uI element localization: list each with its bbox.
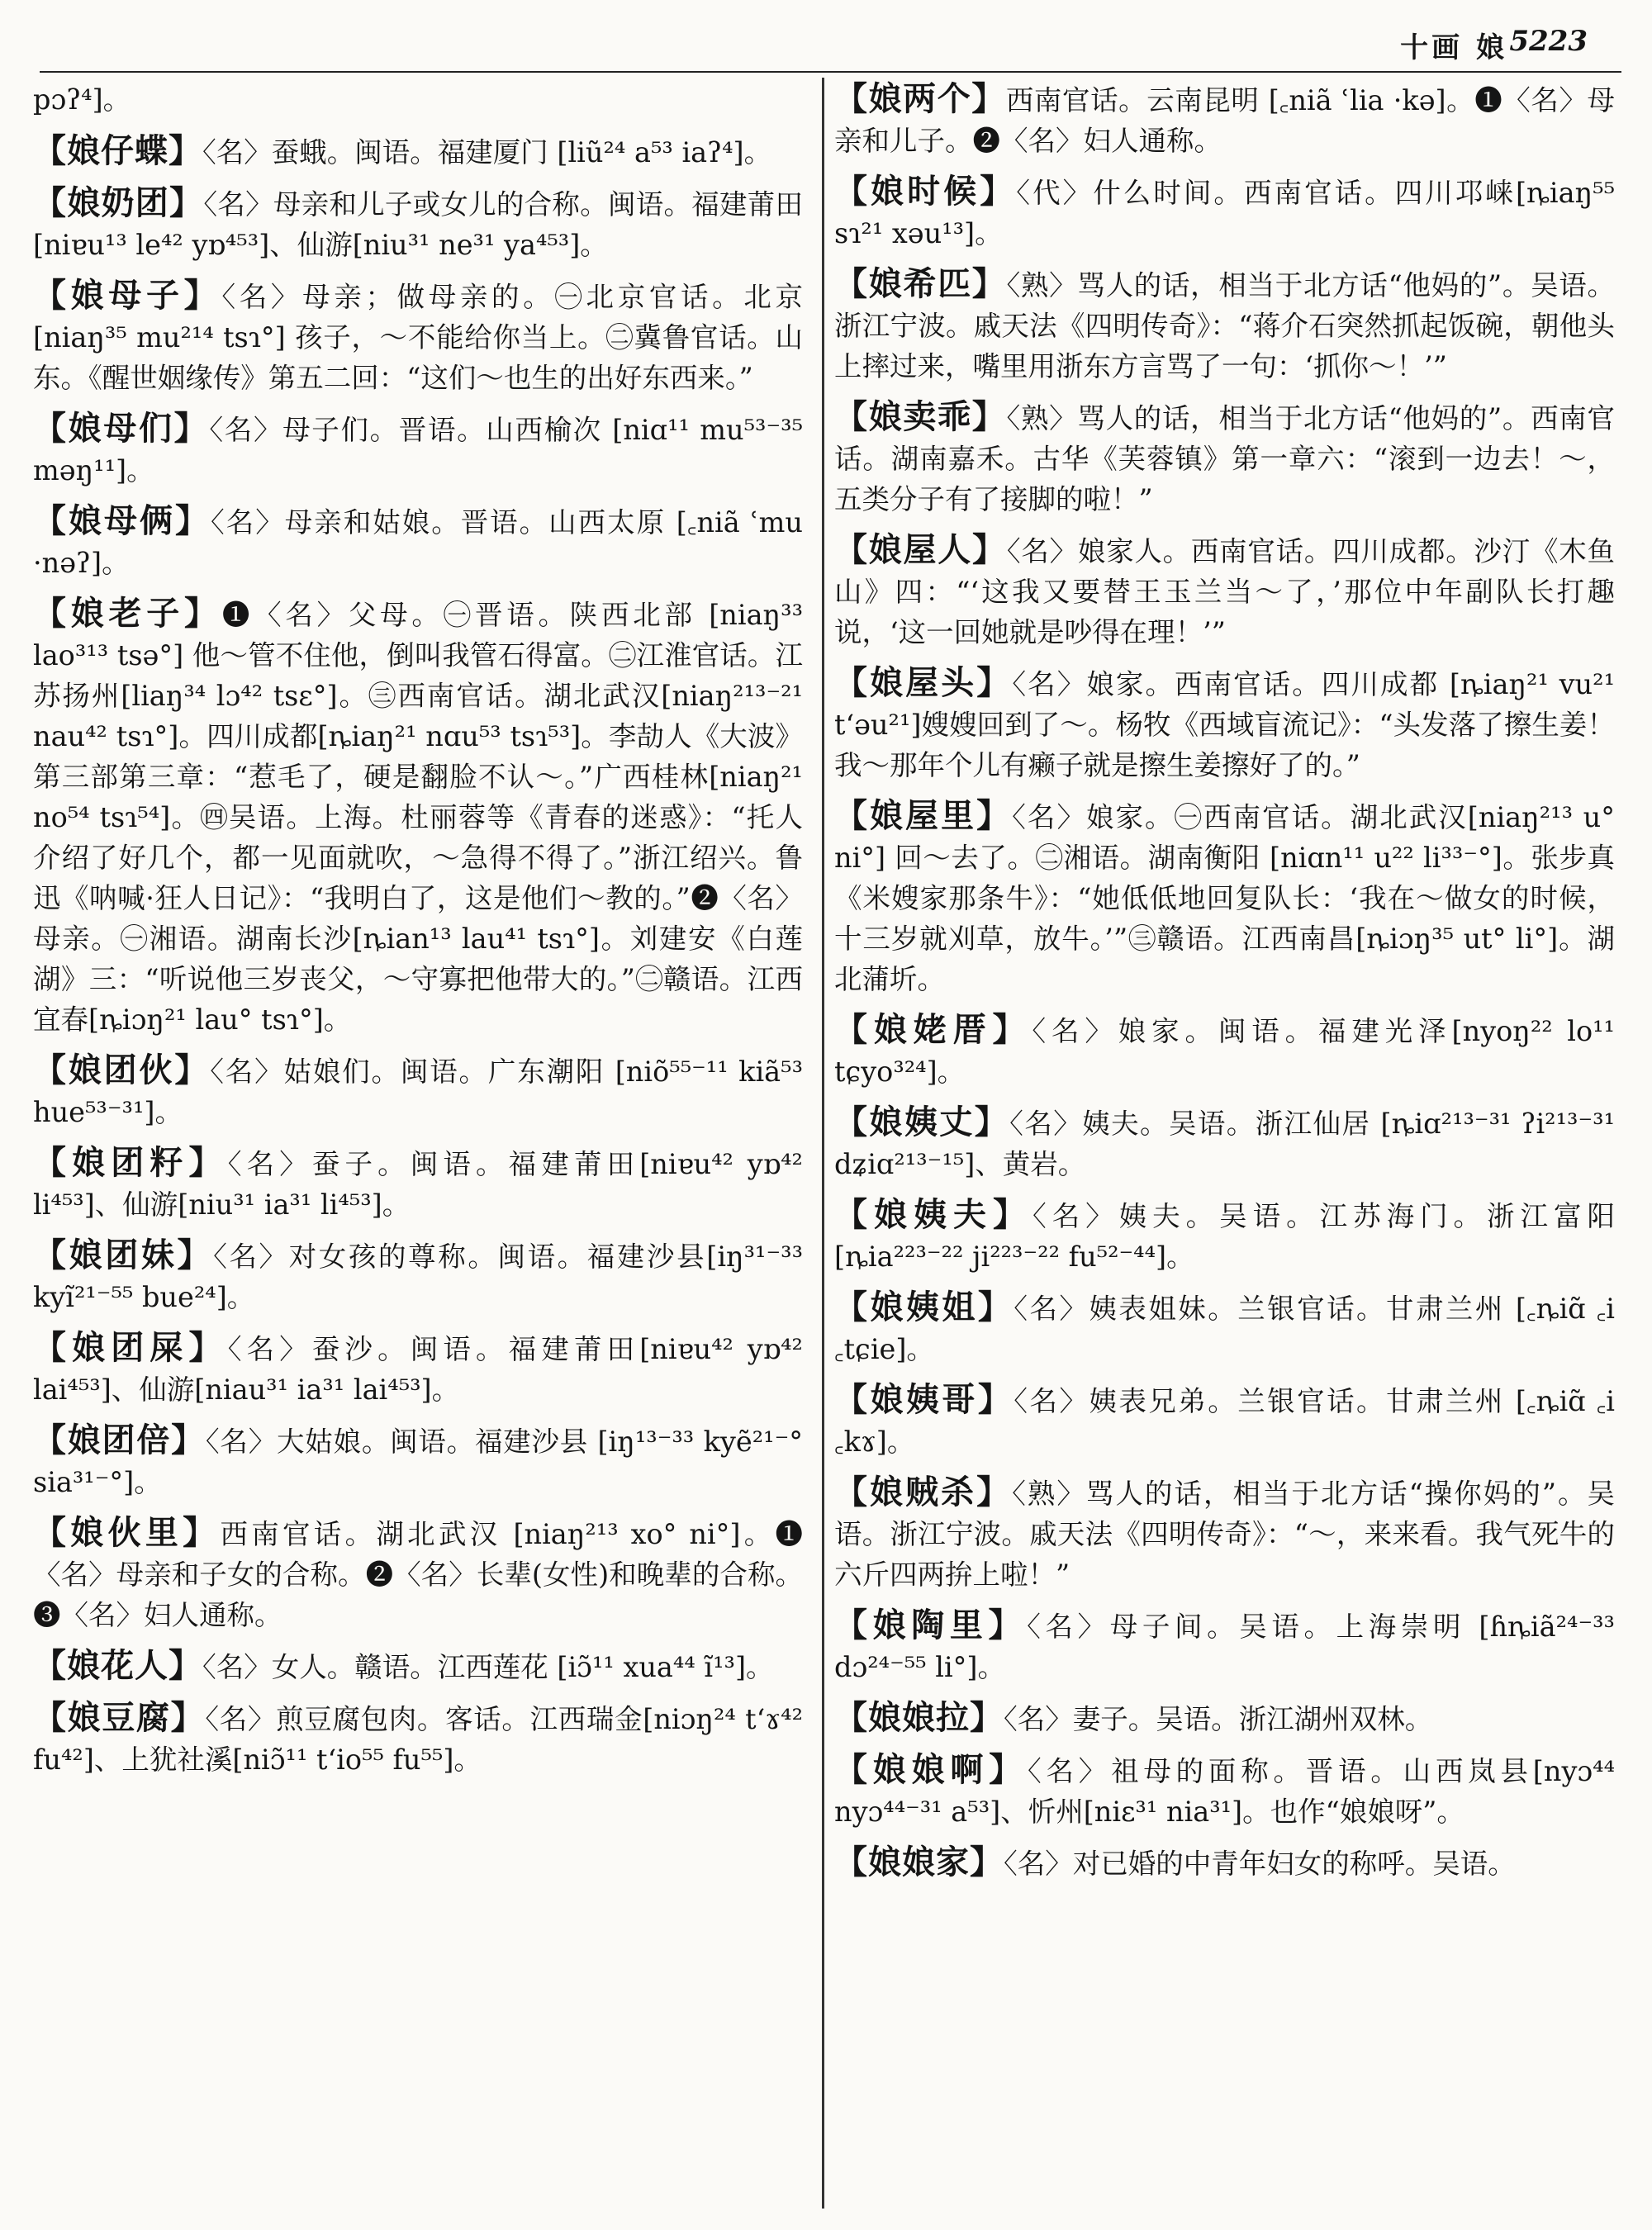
entry-text: 〈名〉蚕沙。闽语。福建莆田[niɐu⁴² yɒ⁴² lai⁴⁵³]、仙游[niau³¹ ia³¹ lai⁴⁵³]。 bbox=[33, 1333, 803, 1406]
dictionary-entry bbox=[33, 183, 803, 265]
dictionary-entry bbox=[834, 796, 1615, 999]
entry-headword: 【娘伙里】 bbox=[33, 1514, 221, 1552]
entry-headword: 【娘屋头】 bbox=[834, 664, 1013, 702]
page-number: 5223 bbox=[1509, 25, 1588, 58]
entry-headword: 【娘团屎】 bbox=[33, 1329, 228, 1367]
entry-text: ❶〈名〉父母。㊀晋语。陕西北部 [niaŋ³³ lao³¹³ tsə°] 他～管不住他，倒叫我管石得富。㊁江淮官话。江苏扬州[liaŋ³⁴ lɔ⁴² tsɛ°]。㊂西南官话。湖北武汉[niaŋ²¹³⁻²¹ nau⁴² tsɿ°]。四川成都[ȵiaŋ²¹ nɑu⁵³ tsɿ⁵³]。李劼人《大波》第三部第三章：“惹毛了，硬是翻脸不认～。”广西桂林[niaŋ²¹ no⁵⁴ tsɿ⁵⁴]。㊃吴语。上海。杜丽蓉等《青春的迷惑》：“托人介绍了好几个，都一见面就吹，～急得不得了。”浙江绍兴。鲁迅《呐喊·狂人日记》：“我明白了，这是他们～教的。”❷〈名〉母亲。㊀湘语。湖南长沙[ȵian¹³ lau⁴¹ tsɿ°]。刘建安《白莲湖》三：“听说他三岁丧父，～守寡把他带大的。”㊁赣语。江西宜春[ȵiɔŋ²¹ lau° tsɿ°]。 bbox=[33, 599, 803, 1036]
entry-text: 〈名〉母亲和儿子或女儿的合称。闽语。福建莆田[niɐu¹³ le⁴² yɒ⁴⁵³]、仙游[niu³¹ ne³¹ ya⁴⁵³]。 bbox=[33, 188, 803, 261]
entry-text: 〈名〉娘家。㊀西南官话。湖北武汉[niaŋ²¹³ u° ni°] 回～去了。㊁湘语。湖南衡阳 [niɑn¹¹ u²² li³³⁻°]。张步真《米嫂家那条牛》：“她低低地回复队长：‘我在～做女的时候，十三岁就刈草，放牛。’”㊂赣语。江西南昌[ȵiɔŋ³⁵ ut° li°]。湖北蒲圻。 bbox=[834, 801, 1615, 995]
entry-headword: 【娘团伙】 bbox=[33, 1051, 211, 1089]
entry-headword: 【娘姨夫】 bbox=[834, 1196, 1032, 1234]
entry-text: 〈名〉大姑娘。闽语。福建沙县 [iŋ¹³⁻³³ kyẽ²¹⁻° sia³¹⁻°]。 bbox=[33, 1426, 803, 1498]
dictionary-entry bbox=[834, 663, 1615, 785]
dictionary-entry bbox=[33, 1513, 803, 1635]
entry-text: 〈名〉母子们。晋语。山西榆次 [niɑ¹¹ mu⁵³⁻³⁵ məŋ¹¹]。 bbox=[33, 414, 803, 486]
entry-text: 西南官话。湖北武汉 [niaŋ²¹³ xo° ni°]。❶〈名〉母亲和子女的合称。❷〈名〉长辈(女性)和晚辈的合称。❸〈名〉妇人通称。 bbox=[33, 1518, 803, 1631]
entry-text: 〈名〉母亲和姑娘。晋语。山西太原 [꜀niã ʿmu ·nəʔ]。 bbox=[33, 506, 803, 579]
dictionary-entry bbox=[33, 1421, 803, 1502]
entry-text: 〈名〉祖母的面称。晋语。山西岚县[nyɔ⁴⁴ nyɔ⁴⁴⁻³¹ a⁵³]、忻州[niɛ³¹ nia³¹]。也作“娘娘呀”。 bbox=[834, 1755, 1615, 1828]
entry-headword: 【娘母俩】 bbox=[33, 502, 211, 540]
header-rule bbox=[40, 71, 1621, 73]
entry-text: 〈名〉女人。赣语。江西莲花 [iɔ̃¹¹ xua⁴⁴ ĩ¹³]。 bbox=[202, 1651, 774, 1683]
entry-text: 〈名〉姑娘们。闽语。广东潮阳 [niõ⁵⁵⁻¹¹ kiã⁵³ hue⁵³⁻³¹]。 bbox=[33, 1056, 803, 1128]
entry-text: 〈名〉姨夫。吴语。江苏海门。浙江富阳 [ȵia²²³⁻²² ji²²³⁻²² fu⁵²⁻⁴⁴]。 bbox=[834, 1200, 1615, 1273]
entry-text: 〈代〉什么时间。西南官话。四川邛崃[ȵiaŋ⁵⁵ sɿ²¹ xəu¹³]。 bbox=[834, 177, 1615, 249]
dictionary-entry bbox=[33, 276, 803, 398]
dictionary-entry bbox=[33, 1328, 803, 1410]
entry-text: 〈名〉妻子。吴语。浙江湖州双林。 bbox=[1004, 1703, 1433, 1735]
section-title: 十画 娘 bbox=[1400, 31, 1507, 64]
entry-headword: 【娘母子】 bbox=[33, 277, 222, 315]
dictionary-entry bbox=[33, 1236, 803, 1317]
dictionary-entry bbox=[33, 594, 803, 1040]
entry-headword: 【娘姨哥】 bbox=[834, 1381, 1014, 1419]
dictionary-entry bbox=[834, 1698, 1615, 1739]
dictionary-entry bbox=[834, 264, 1615, 387]
dictionary-entry bbox=[834, 1288, 1615, 1369]
dictionary-entry bbox=[834, 1010, 1615, 1092]
dictionary-entry bbox=[834, 172, 1615, 254]
entry-headword: 【娘卖乖】 bbox=[834, 398, 1007, 436]
dictionary-entry bbox=[834, 1606, 1615, 1687]
dictionary-entry bbox=[33, 131, 803, 173]
column-divider bbox=[822, 78, 824, 2209]
dictionary-entry bbox=[33, 1698, 803, 1780]
entry-text: 西南官话。云南昆明 [꜀niã ʿlia ·kə]。❶〈名〉母亲和儿子。❷〈名〉妇人通称。 bbox=[834, 84, 1615, 157]
dictionary-entry bbox=[33, 1646, 803, 1687]
entry-headword: 【娘仔蝶】 bbox=[33, 132, 202, 170]
dictionary-entry bbox=[33, 1143, 803, 1225]
entry-headword: 【娘娘拉】 bbox=[834, 1699, 1004, 1737]
entry-headword: 【娘花人】 bbox=[33, 1647, 202, 1685]
entry-text: 〈名〉娘家。闽语。福建光泽[nyoŋ²² lo¹¹ tɕyo³²⁴]。 bbox=[834, 1015, 1615, 1088]
dictionary-entry bbox=[834, 1380, 1615, 1462]
entry-text: 〈名〉姨夫。吴语。浙江仙居 [ȵiɑ²¹³⁻³¹ ʔi²¹³⁻³¹ dʑiɑ²¹³⁻¹⁵]、黄岩。 bbox=[834, 1108, 1615, 1180]
entry-headword: 【娘老子】 bbox=[33, 595, 222, 633]
entry-headword: 【娘两个】 bbox=[834, 80, 1006, 118]
entry-headword: 【娘陶里】 bbox=[834, 1606, 1028, 1644]
entry-headword: 【娘奶团】 bbox=[33, 184, 204, 222]
entry-headword: 【娘时候】 bbox=[834, 173, 1017, 211]
dictionary-entry bbox=[834, 79, 1615, 161]
entry-text: 〈熟〉骂人的话，相当于北方话“他妈的”。吴语。浙江宁波。戚天法《四明传奇》：“蒋介石突然抓起饭碗，朝他头上摔过来，嘴里用浙东方言骂了一句：‘抓你～！’” bbox=[834, 269, 1615, 382]
entry-headword: 【娘贼杀】 bbox=[834, 1473, 1013, 1511]
entry-headword: 【娘屋里】 bbox=[834, 797, 1013, 835]
right-column bbox=[834, 79, 1615, 2218]
entry-headword: 【娘姨丈】 bbox=[834, 1103, 1010, 1141]
entry-text: 〈名〉娘家人。西南官话。四川成都。沙汀《木鱼山》四：“‘这我又要替王玉兰当～了，’那位中年副队长打趣说，‘这一回她就是吵得在理！’” bbox=[834, 535, 1615, 648]
entry-text: 〈名〉煎豆腐包肉。客话。江西瑞金[niɔŋ²⁴ tʻɤ⁴² fu⁴²]、上犹社溪[niɔ̃¹¹ tʻio⁵⁵ fu⁵⁵]。 bbox=[33, 1703, 803, 1776]
entry-text: 〈名〉姨表姐妹。兰银官话。甘肃兰州 [꜀ȵiɑ̃ ꜀i ꜀tɕie]。 bbox=[834, 1293, 1615, 1365]
entry-headword: 【娘姥厝】 bbox=[834, 1011, 1032, 1049]
entry-text: 〈名〉母亲；做母亲的。㊀北京官话。北京[niaŋ³⁵ mu²¹⁴ tsɿ°] 孩子，～不能给你当上。㊁冀鲁官话。山东。《醒世姻缘传》第五二回：“这们～也生的出好东西来。” bbox=[33, 281, 803, 394]
dictionary-entry bbox=[834, 1750, 1615, 1832]
entry-text: 〈名〉蚕蛾。闽语。福建厦门 [liũ²⁴ a⁵³ iaʔ⁴]。 bbox=[202, 136, 772, 168]
entry-headword: 【娘团倍】 bbox=[33, 1421, 206, 1459]
entry-headword: 【娘团妹】 bbox=[33, 1236, 214, 1274]
entry-headword: 【娘希匹】 bbox=[834, 265, 1007, 303]
entry-text: 〈名〉蚕子。闽语。福建莆田[niɐu⁴² yɒ⁴² li⁴⁵³]、仙游[niu³¹ ia³¹ li⁴⁵³]。 bbox=[33, 1148, 803, 1221]
dictionary-entry bbox=[33, 409, 803, 491]
left-column bbox=[33, 79, 803, 2218]
dictionary-entry bbox=[834, 1103, 1615, 1184]
entry-headword: 【娘娘啊】 bbox=[834, 1751, 1028, 1789]
entry-text: pɔʔ⁴]。 bbox=[33, 83, 131, 116]
entry-text: 〈名〉娘家。西南官话。四川成都 [ȵiaŋ²¹ vu²¹ tʻəu²¹]嫂嫂回到了～。杨牧《西域盲流记》：“头发落了擦生姜！我～那年个儿有癞子就是擦生姜擦好了的。” bbox=[834, 668, 1615, 781]
dictionary-entry bbox=[834, 1843, 1615, 1884]
entry-headword: 【娘团籽】 bbox=[33, 1144, 228, 1182]
entry-headword: 【娘屋人】 bbox=[834, 531, 1007, 569]
entry-text: 〈名〉母子间。吴语。上海崇明 [ɦȵiã²⁴⁻³³ dɔ²⁴⁻⁵⁵ li°]。 bbox=[834, 1611, 1615, 1683]
dictionary-entry bbox=[834, 1195, 1615, 1277]
dictionary-entry bbox=[834, 397, 1615, 520]
entry-text: 〈熟〉骂人的话，相当于北方话“操你妈的”。吴语。浙江宁波。戚天法《四明传奇》：“～，来来看。我气死牛的六斤四两拚上啦！” bbox=[834, 1478, 1615, 1591]
dictionary-entry bbox=[834, 1473, 1615, 1595]
entry-text: 〈熟〉骂人的话，相当于北方话“他妈的”。西南官话。湖南嘉禾。古华《芙蓉镇》第一章六：“滚到一边去！～，五类分子有了接脚的啦！” bbox=[834, 402, 1615, 515]
page-header bbox=[0, 23, 1652, 66]
entry-text: 〈名〉对女孩的尊称。闽语。福建沙县[iŋ³¹⁻³³ kyĩ²¹⁻⁵⁵ bue²⁴]。 bbox=[33, 1241, 803, 1313]
dictionary-entry bbox=[33, 501, 803, 583]
dictionary-entry bbox=[834, 530, 1615, 652]
entry-headword: 【娘豆腐】 bbox=[33, 1699, 206, 1737]
entry-text: 〈名〉对已婚的中青年妇女的称呼。吴语。 bbox=[1004, 1848, 1516, 1880]
dictionary-entry bbox=[33, 79, 803, 120]
entry-headword: 【娘母们】 bbox=[33, 410, 210, 448]
entry-headword: 【娘姨姐】 bbox=[834, 1288, 1014, 1326]
dictionary-entry bbox=[33, 1051, 803, 1132]
entry-text: 〈名〉姨表兄弟。兰银官话。甘肃兰州 [꜀ȵiɑ̃ ꜀i ꜀kɤ]。 bbox=[834, 1385, 1615, 1458]
entry-headword: 【娘娘家】 bbox=[834, 1843, 1004, 1881]
